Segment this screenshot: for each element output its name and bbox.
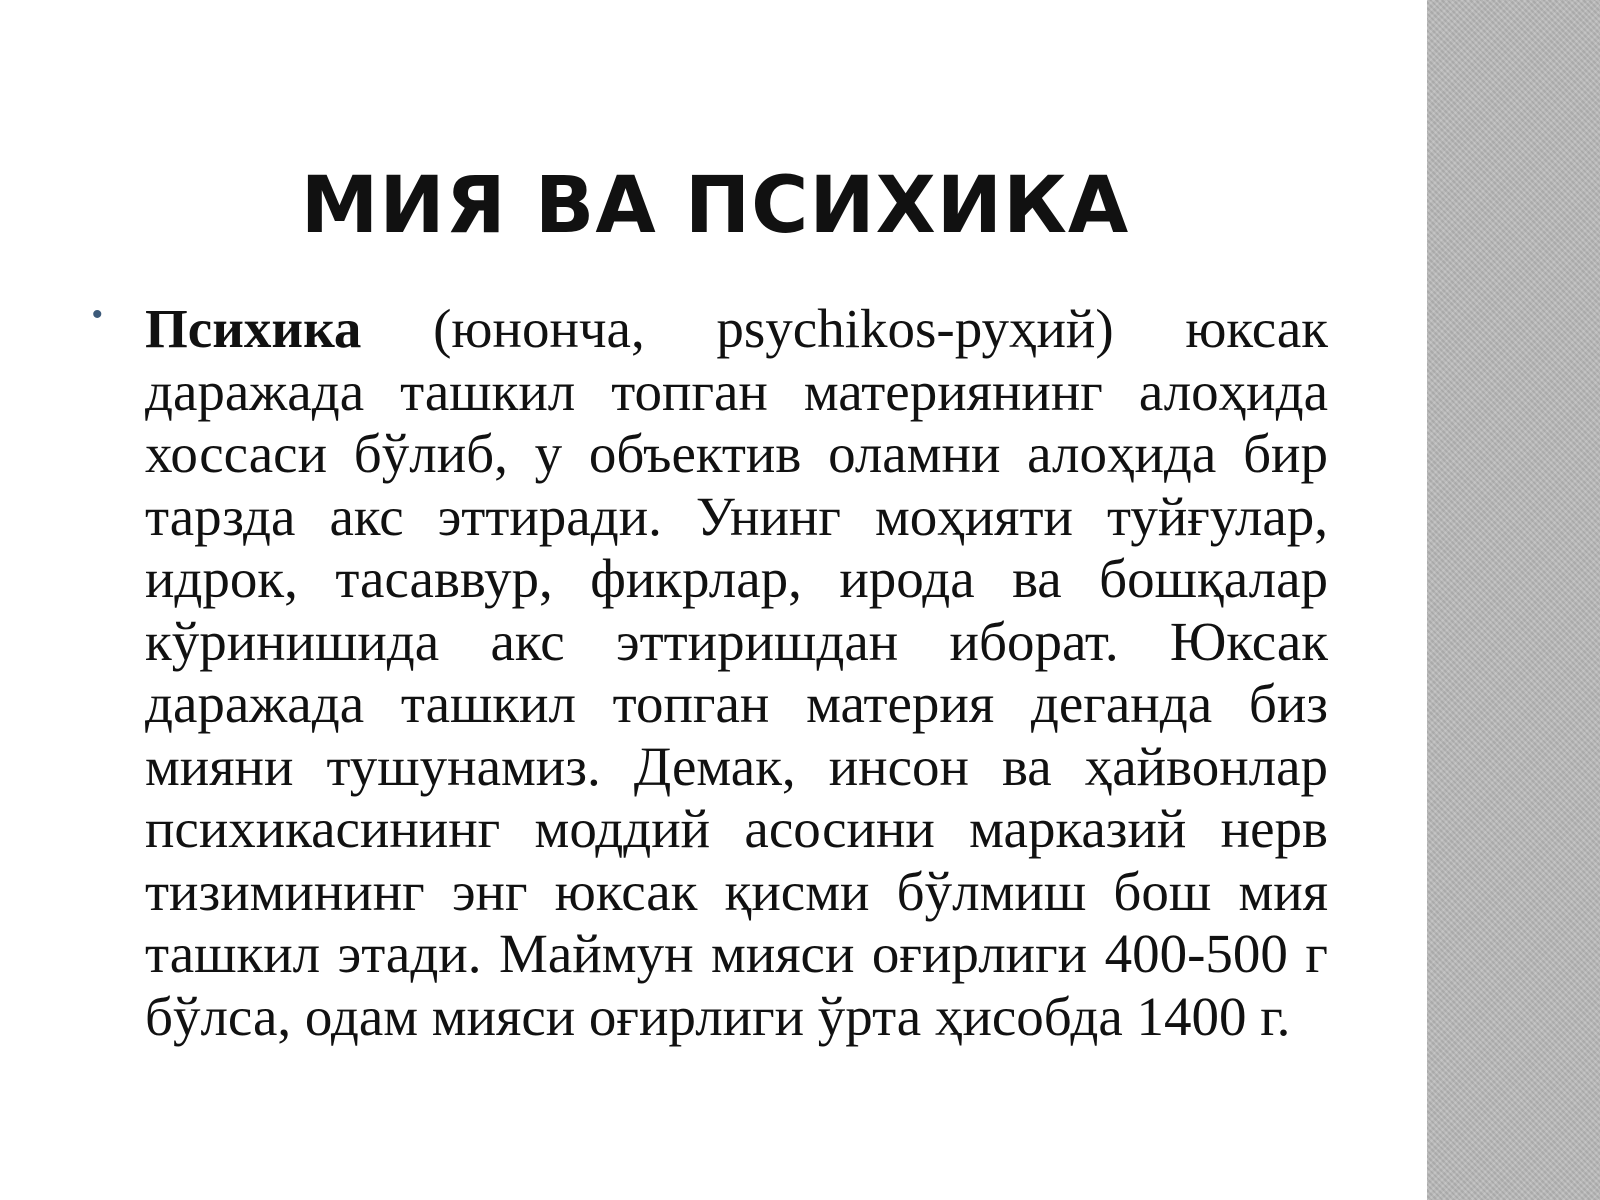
- bullet-dot-icon: •: [92, 298, 103, 331]
- bullet-paragraph: [145, 298, 1328, 1048]
- decorative-side-band: [1427, 0, 1600, 1200]
- slide-title: МИЯ ВА ПСИХИКА: [300, 161, 1130, 251]
- bullet-term: Психика: [145, 298, 362, 359]
- bullet-text: (юнонча, psychikos-руҳий) юксак даражада ташкил топган материянинг алоҳида хоссаси бўлиб, у объектив оламни алоҳида бир тарзда акс эттиради. Унинг моҳияти туйғулар, идрок, тасаввур, фикрлар, ирода ва бошқалар кўринишида акс эттиришдан иборат. Юксак даражада ташкил топган материя деганда биз мияни тушунамиз. Демак, инсон ва ҳайвонлар психикасининг моддий асосини марказий нерв тизимининг энг юксак қисми бўлмиш бош мия ташкил этади. Маймун мияси оғирлиги 400-500 г бўлса, одам мияси оғирлиги ўрта ҳисобда 1400 г.: [145, 298, 1328, 1047]
- bullet-list: [92, 298, 1328, 1048]
